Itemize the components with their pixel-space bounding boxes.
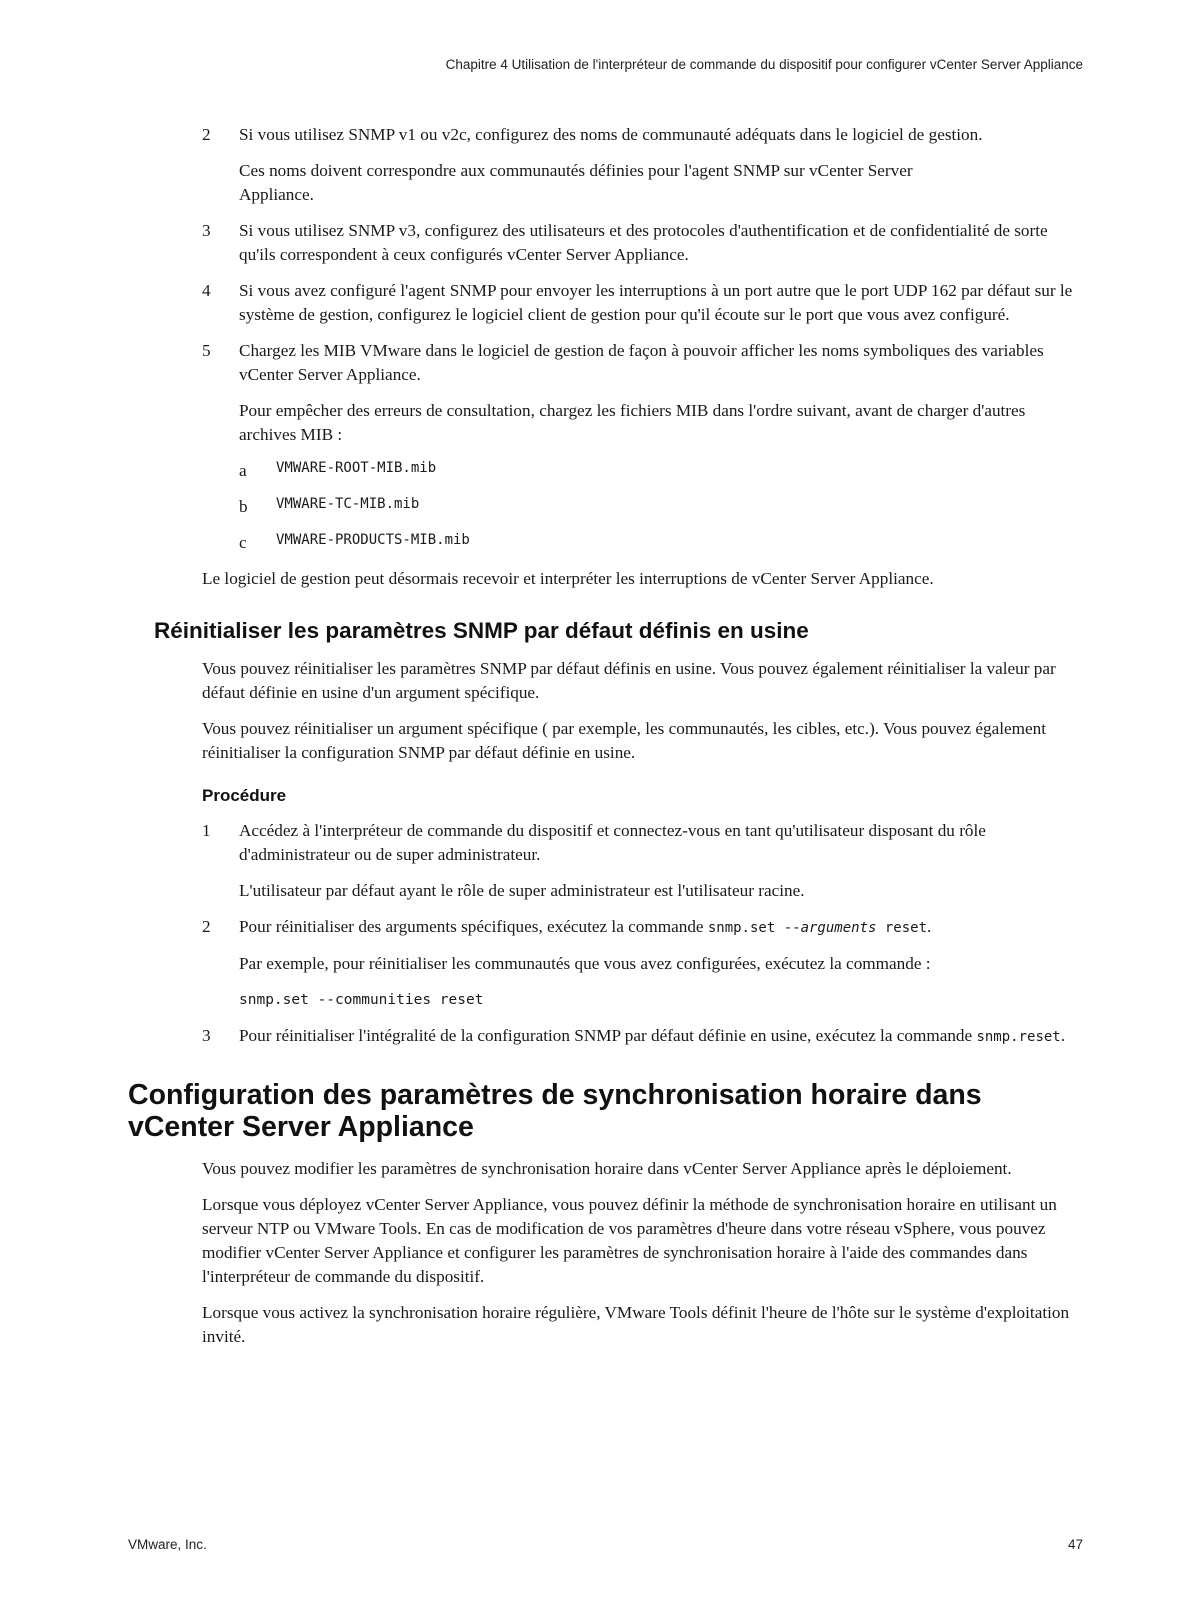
paragraph: Lorsque vous déployez vCenter Server Appliance, vous pouvez définir la méthode de synchronisation horaire en utilisant un serveur NTP ou VMware Tools. En cas de modification de vos paramètres d'heure dans votre réseau vSphere, vous pouvez modifier vCenter Server Appliance et configurer les paramètres de synchronisation horaire à l'aide des commandes dans l'interpréteur de commande du dispositif. (202, 1195, 1057, 1286)
section-heading-reset: Réinitialiser les paramètres SNMP par défaut définis en usine (154, 618, 809, 643)
step-text-suffix: . (1060, 1026, 1066, 1045)
result-text: Le logiciel de gestion peut désormais recevoir et interpréter les interruptions de vCenter Server Appliance. (202, 569, 934, 588)
footer-company: VMware, Inc. (128, 1537, 207, 1552)
step-number: 4 (202, 281, 211, 300)
step-number: 2 (202, 125, 211, 144)
mib-file-item (0, 495, 1076, 519)
code-example: snmp.set --communities reset (239, 992, 484, 1008)
step-text: Si vous utilisez SNMP v1 ou v2c, configurez des noms de communauté adéquats dans le logiciel de gestion. (239, 125, 983, 144)
step-item (0, 279, 1079, 327)
sub-step-letter: c (239, 533, 247, 552)
mib-file-name: VMWARE-TC-MIB.mib (276, 496, 420, 512)
step-text-suffix: . (927, 917, 932, 936)
step-item (0, 339, 1079, 447)
step-note: Par exemple, pour réinitialiser les communautés que vous avez configurées, exécutez la commande : (239, 954, 931, 973)
footer-page-number: 47 (1067, 1537, 1083, 1552)
step-text: Si vous avez configuré l'agent SNMP pour envoyer les interruptions à un port autre que le port UDP 162 par défaut sur le système de gestion, configurez le logiciel client de gestion pour qu'il écoute sur le port que vous avez configuré. (239, 281, 1073, 324)
sub-step-letter: a (239, 461, 247, 480)
step-number: 1 (202, 821, 211, 840)
step-number: 3 (202, 1026, 211, 1045)
step-number: 3 (202, 221, 211, 240)
mib-file-name: VMWARE-PRODUCTS-MIB.mib (276, 532, 470, 548)
step-item (0, 915, 1079, 976)
step-text: Chargez les MIB VMware dans le logiciel de gestion de façon à pouvoir afficher les noms symboliques des variables vCenter Server Appliance. (239, 341, 1044, 384)
mib-file-name: VMWARE-ROOT-MIB.mib (276, 460, 437, 476)
step-number: 5 (202, 341, 211, 360)
paragraph: Vous pouvez modifier les paramètres de synchronisation horaire dans vCenter Server Appliance après le déploiement. (202, 1159, 1012, 1178)
step-text-prefix: Pour réinitialiser l'intégralité de la configuration SNMP par défaut définie en usine, exécutez la commande (239, 1026, 977, 1045)
step-text (239, 915, 1079, 940)
procedure-heading: Procédure (202, 786, 287, 805)
step-text: Accédez à l'interpréteur de commande du dispositif et connectez-vous en tant qu'utilisateur disposant du rôle d'administrateur ou de super administrateur. (239, 821, 986, 864)
step-text-prefix: Pour réinitialiser des arguments spécifiques, exécutez la commande (239, 917, 708, 936)
running-header: Chapitre 4 Utilisation de l'interpréteur de commande du dispositif pour configurer vCenter Server Appliance (445, 57, 1083, 72)
sub-step-letter: b (239, 497, 248, 516)
paragraph: Vous pouvez réinitialiser les paramètres SNMP par défaut définis en usine. Vous pouvez également réinitialiser la valeur par défaut définie en usine d'un argument spécifique. (202, 659, 1056, 702)
inline-argument: arguments (800, 920, 877, 936)
inline-command-end: reset (876, 920, 927, 936)
mib-file-item (0, 459, 1076, 483)
page-content (0, 123, 1200, 1361)
step-note: Ces noms doivent correspondre aux communautés définies pour l'agent SNMP sur vCenter Server Appliance. (239, 161, 913, 204)
step-item (0, 123, 1079, 207)
step-item (0, 819, 1079, 903)
inline-command: snmp.reset (976, 1029, 1061, 1045)
paragraph: Vous pouvez réinitialiser un argument spécifique ( par exemple, les communautés, les cibles, etc.). Vous pouvez également réinitialiser la configuration SNMP par défaut définie en usine. (202, 719, 1047, 762)
step-item (0, 1024, 1079, 1049)
step-item (0, 219, 1079, 267)
step-note: Pour empêcher des erreurs de consultation, chargez les fichiers MIB dans l'ordre suivant, avant de charger d'autres archives MIB : (239, 401, 1026, 444)
paragraph: Lorsque vous activez la synchronisation horaire régulière, VMware Tools définit l'heure de l'hôte sur le système d'exploitation invité. (202, 1303, 1070, 1346)
step-note: L'utilisateur par défaut ayant le rôle de super administrateur est l'utilisateur racine. (239, 881, 805, 900)
inline-command: snmp.set -- (707, 920, 801, 936)
mib-file-item (0, 531, 1076, 555)
step-number: 2 (202, 917, 211, 936)
step-text: Si vous utilisez SNMP v3, configurez des utilisateurs et des protocoles d'authentification et de confidentialité de sorte qu'ils correspondent à ceux configurés vCenter Server Appliance. (239, 221, 1048, 264)
step-text (239, 1024, 1079, 1049)
section-heading-time-sync: Configuration des paramètres de synchronisation horaire dans vCenter Server Appliance (128, 1079, 982, 1143)
